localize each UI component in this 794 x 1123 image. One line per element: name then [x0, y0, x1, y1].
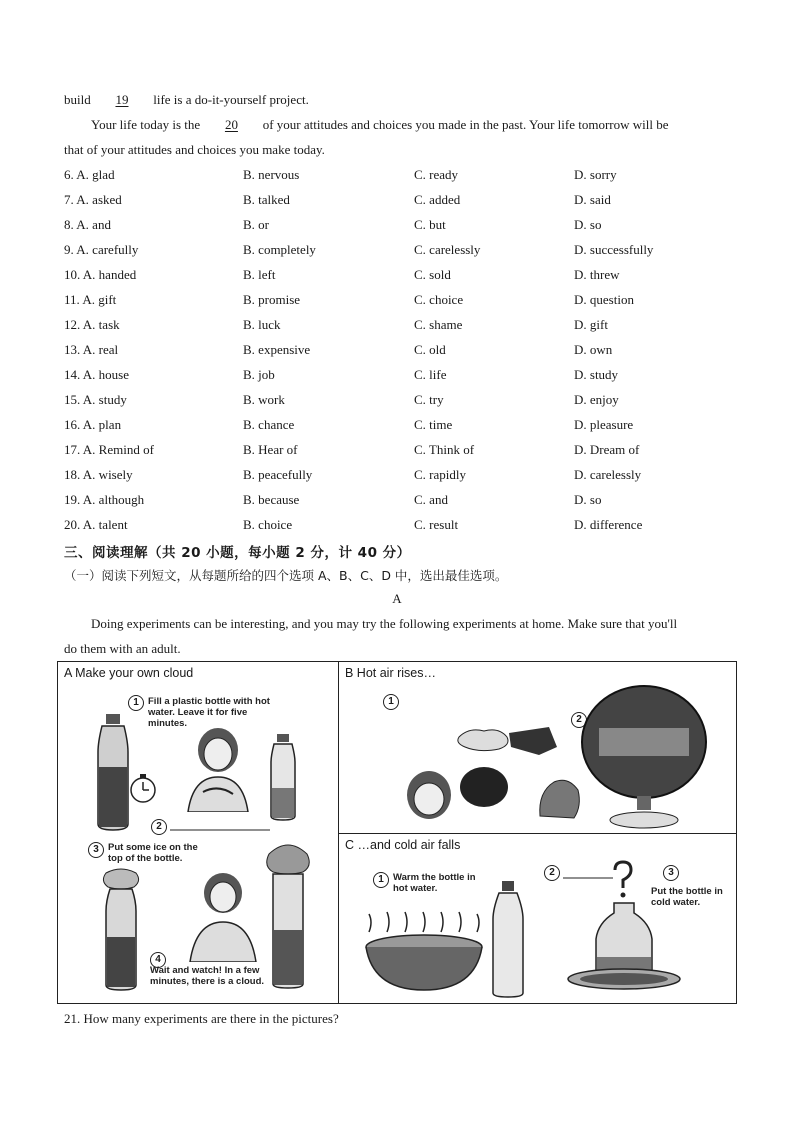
- option-d: [574, 292, 634, 308]
- panel-b: [338, 661, 737, 834]
- bag-illustration: [534, 772, 584, 822]
- question-number: 20.: [64, 517, 81, 532]
- option-a: [64, 292, 116, 308]
- step-number: 1: [383, 694, 399, 710]
- step-number: 2: [544, 865, 560, 881]
- option-b: [243, 517, 292, 533]
- option-b: [243, 167, 299, 183]
- option-text: C. rapidly: [414, 467, 466, 482]
- option-text: C. ready: [414, 167, 459, 182]
- option-text: C. result: [414, 517, 459, 532]
- option-c: [414, 467, 466, 483]
- option-d: [574, 242, 653, 258]
- option-text: B. or: [243, 217, 269, 232]
- option-a: [64, 417, 121, 433]
- panel-a: [57, 661, 339, 1004]
- step-number: 2: [571, 712, 587, 728]
- panel-a-step1: Fill a plastic bottle with hot water. Leave it for five minutes.: [148, 696, 270, 729]
- step-number: 3: [88, 842, 104, 858]
- option-c: [414, 267, 451, 283]
- option-b: [243, 292, 300, 308]
- option-text: A. asked: [76, 192, 122, 207]
- option-text: A. study: [82, 392, 127, 407]
- intro-line-2: do them with an adult.: [64, 641, 181, 656]
- option-text: C. carelessly: [414, 242, 481, 257]
- question-number: 11.: [64, 292, 80, 307]
- option-text: C. sold: [414, 267, 451, 282]
- option-text: C. life: [414, 367, 447, 382]
- option-row: [64, 367, 724, 387]
- option-a: [64, 467, 133, 483]
- question-number: 12.: [64, 317, 81, 332]
- option-c: [414, 317, 462, 333]
- option-c: [414, 442, 474, 458]
- person-illustration: [173, 722, 263, 812]
- option-text: A. and: [76, 217, 111, 232]
- option-text: C. but: [414, 217, 446, 232]
- option-text: B. peacefully: [243, 467, 313, 482]
- step-number: 1: [373, 872, 389, 888]
- clock-icon: [128, 772, 158, 806]
- part-label: A: [392, 591, 402, 606]
- option-a: [64, 217, 111, 233]
- bottle-illustration: [96, 867, 146, 992]
- option-d: [574, 417, 633, 433]
- option-text: D. so: [574, 217, 602, 232]
- question-mark-icon: [611, 860, 635, 900]
- option-a: [64, 442, 154, 458]
- option-text: B. promise: [243, 292, 301, 307]
- option-text: B. choice: [243, 517, 293, 532]
- option-text: D. pleasure: [574, 417, 634, 432]
- question-number: 17.: [64, 442, 81, 457]
- option-row: [64, 392, 724, 412]
- bottle-illustration: [263, 732, 303, 822]
- panel-a-title: A Make your own cloud: [64, 666, 194, 680]
- option-b: [243, 267, 276, 283]
- option-text: B. luck: [243, 317, 281, 332]
- question-number: 14.: [64, 367, 81, 382]
- step-number: 3: [663, 865, 679, 881]
- option-text: C. time: [414, 417, 453, 432]
- option-row: [64, 192, 724, 212]
- panel-c-step1: Warm the bottle in hot water.: [393, 872, 476, 894]
- blank-19: 19: [115, 92, 129, 107]
- option-text: D. successfully: [574, 242, 654, 257]
- option-text: B. because: [243, 492, 300, 507]
- option-b: [243, 217, 269, 233]
- option-row: [64, 242, 724, 262]
- question-number: 6.: [64, 167, 74, 182]
- option-a: [64, 267, 136, 283]
- passage-text: life is a do-it-yourself project.: [153, 92, 309, 107]
- question-number: 18.: [64, 467, 81, 482]
- option-row: [64, 492, 724, 512]
- option-c: [414, 217, 446, 233]
- question-number: 16.: [64, 417, 81, 432]
- option-b: [243, 417, 294, 433]
- option-text: B. completely: [243, 242, 316, 257]
- step-number: 2: [151, 819, 167, 835]
- option-c: [414, 417, 452, 433]
- option-text: D. Dream of: [574, 442, 640, 457]
- question-number: 8.: [64, 217, 74, 232]
- option-a: [64, 492, 144, 508]
- option-c: [414, 492, 448, 508]
- option-text: C. try: [414, 392, 444, 407]
- option-d: [574, 217, 601, 233]
- blank-20: 20: [224, 117, 238, 132]
- option-text: D. sorry: [574, 167, 617, 182]
- option-row: [64, 217, 724, 237]
- option-text: D. study: [574, 367, 619, 382]
- panel-c: [338, 833, 737, 1004]
- option-text: A. gift: [82, 292, 117, 307]
- option-b: [243, 192, 290, 208]
- option-row: [64, 417, 724, 437]
- option-a: [64, 367, 129, 383]
- option-text: B. job: [243, 367, 275, 382]
- option-text: C. shame: [414, 317, 463, 332]
- option-text: D. carelessly: [574, 467, 642, 482]
- step-number: 1: [128, 695, 144, 711]
- option-d: [574, 267, 620, 283]
- option-a: [64, 342, 118, 358]
- option-text: B. expensive: [243, 342, 311, 357]
- passage-line-3: that of your attitudes and choices you make today.: [64, 142, 325, 157]
- passage-line-1: [64, 92, 309, 108]
- option-d: [574, 467, 641, 483]
- option-d: [574, 317, 608, 333]
- option-row: [64, 442, 724, 462]
- option-d: [574, 342, 612, 358]
- option-b: [243, 442, 298, 458]
- option-text: B. chance: [243, 417, 295, 432]
- passage-text: build: [64, 92, 91, 107]
- option-text: D. said: [574, 192, 611, 207]
- option-text: A. handed: [82, 267, 137, 282]
- option-text: B. talked: [243, 192, 290, 207]
- option-text: D. so: [574, 492, 602, 507]
- option-c: [414, 392, 444, 408]
- option-text: C. added: [414, 192, 461, 207]
- answer-line: [563, 876, 613, 880]
- question-number: 13.: [64, 342, 81, 357]
- option-row: [64, 517, 724, 537]
- option-text: C. Think of: [414, 442, 475, 457]
- intro-line-1: Doing experiments can be interesting, and you may try the following experiments at home. Make sure that you'll: [91, 616, 678, 631]
- option-row: [64, 467, 724, 487]
- bottle-in-water-illustration: [564, 899, 684, 999]
- option-d: [574, 167, 617, 183]
- option-text: D. difference: [574, 517, 643, 532]
- option-text: A. talent: [82, 517, 128, 532]
- option-a: [64, 517, 128, 533]
- option-text: A. wisely: [82, 467, 133, 482]
- panel-a-step3: Put some ice on the top of the bottle.: [108, 842, 198, 864]
- option-text: C. old: [414, 342, 446, 357]
- option-c: [414, 292, 463, 308]
- option-text: C. choice: [414, 292, 464, 307]
- option-d: [574, 192, 611, 208]
- option-text: B. Hear of: [243, 442, 298, 457]
- answer-line: [170, 828, 270, 832]
- option-a: [64, 317, 120, 333]
- option-row: [64, 317, 724, 337]
- option-text: D. threw: [574, 267, 620, 282]
- option-text: D. enjoy: [574, 392, 619, 407]
- option-text: A. although: [82, 492, 145, 507]
- step-number: 4: [150, 952, 166, 968]
- option-text: C. and: [414, 492, 448, 507]
- passage-text: Your life today is the: [91, 117, 201, 132]
- option-text: D. question: [574, 292, 634, 307]
- option-a: [64, 167, 115, 183]
- option-text: A. Remind of: [82, 442, 154, 457]
- option-d: [574, 442, 639, 458]
- option-text: A. plan: [82, 417, 122, 432]
- bottle-illustration: [487, 879, 529, 999]
- option-b: [243, 492, 299, 508]
- option-b: [243, 392, 285, 408]
- option-text: A. glad: [76, 167, 115, 182]
- option-row: [64, 342, 724, 362]
- panel-c-title: C …and cold air falls: [345, 838, 461, 852]
- option-c: [414, 167, 458, 183]
- passage-text: of your attitudes and choices you made in the past. Your life tomorrow will be: [262, 117, 669, 132]
- option-a: [64, 242, 138, 258]
- option-row: [64, 167, 724, 187]
- panel-a-step4: Wait and watch! In a few minutes, there is a cloud.: [150, 965, 265, 987]
- option-a: [64, 192, 122, 208]
- section-heading: 三、阅读理解（共 20 小题，每小题 2 分，计 40 分）: [64, 545, 411, 561]
- option-text: B. nervous: [243, 167, 300, 182]
- option-a: [64, 392, 127, 408]
- option-text: B. work: [243, 392, 285, 407]
- question-number: 7.: [64, 192, 74, 207]
- option-d: [574, 367, 618, 383]
- option-text: A. task: [82, 317, 120, 332]
- option-text: A. house: [82, 367, 130, 382]
- question-number: 19.: [64, 492, 81, 507]
- section-instruction: （一）阅读下列短文，从每题所给的四个选项 A、B、C、D 中，选出最佳选项。: [64, 568, 508, 583]
- option-c: [414, 242, 480, 258]
- panel-c-step3: Put the bottle in cold water.: [651, 886, 723, 908]
- passage-line-2: [91, 117, 669, 133]
- option-b: [243, 342, 310, 358]
- question-21: 21. How many experiments are there in the pictures?: [64, 1011, 339, 1026]
- bowl-illustration: [359, 902, 489, 997]
- question-number: 9.: [64, 242, 74, 257]
- option-text: D. own: [574, 342, 613, 357]
- person-illustration: [178, 867, 268, 962]
- option-c: [414, 342, 446, 358]
- option-c: [414, 367, 447, 383]
- option-row: [64, 292, 724, 312]
- option-d: [574, 517, 642, 533]
- panel-b-title: B Hot air rises…: [345, 666, 436, 680]
- option-text: D. gift: [574, 317, 608, 332]
- option-b: [243, 317, 281, 333]
- option-text: A. carefully: [76, 242, 139, 257]
- option-text: A. real: [82, 342, 119, 357]
- option-b: [243, 367, 275, 383]
- balloon-illustration: [564, 680, 724, 830]
- option-c: [414, 192, 460, 208]
- option-c: [414, 517, 458, 533]
- question-number: 15.: [64, 392, 81, 407]
- question-number: 10.: [64, 267, 81, 282]
- option-row: [64, 267, 724, 287]
- option-d: [574, 392, 619, 408]
- option-d: [574, 492, 601, 508]
- option-b: [243, 242, 316, 258]
- option-b: [243, 467, 312, 483]
- option-text: B. left: [243, 267, 276, 282]
